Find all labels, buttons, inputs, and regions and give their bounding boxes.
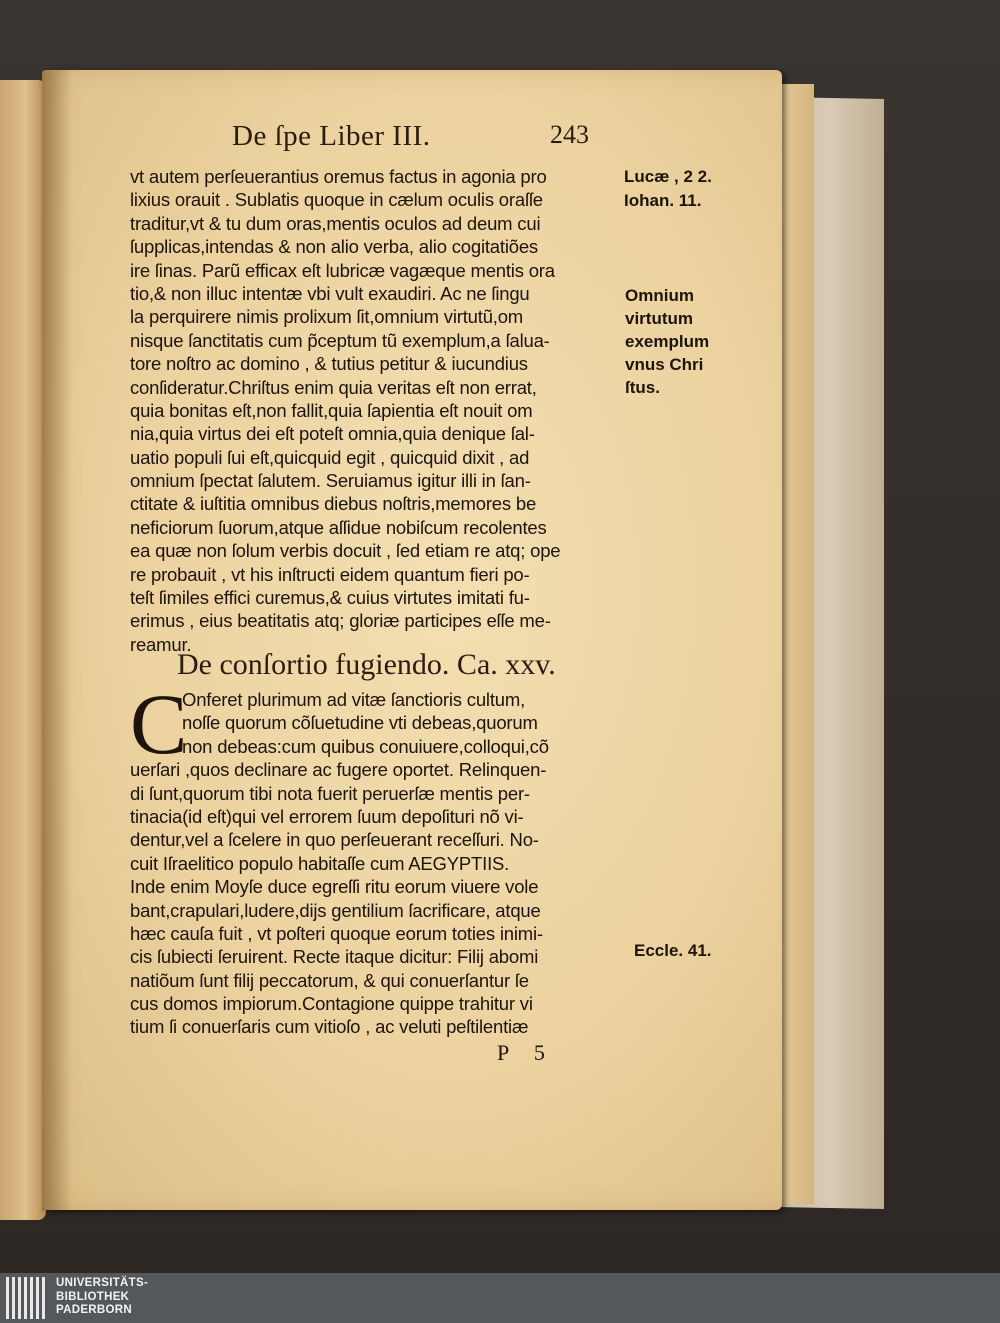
page-gutter-shadow [42,70,72,1210]
text-line: re probauit , vt his inſtructi eidem quantum fieri po- [130,563,530,585]
running-title: De ſpe Liber III. [232,120,431,152]
chapter-text-block [130,676,650,1039]
text-line: ea quæ non ſolum verbis docuit , ſed etiam re atq; ope [130,540,561,562]
chapter-heading: De conſortio fugiendo. Ca. xxv. [177,648,556,681]
marginal-note-omnium-3: exemplum [625,332,710,351]
text-line: ctitate & iuſtitia omnibus diebus noſtris,memores be [130,493,537,515]
library-name-line-1: UNIVERSITÄTS- [56,1277,149,1289]
text-line: la perquirere nimis prolixum ſit,omnium virtutũ,om [130,306,524,328]
text-line: lixius orauit . Sublatis quoque in cælum oculis oraſſe [130,189,543,211]
marginal-note-omnium-1: Omnium [625,286,694,305]
chapter-text-line: noſſe quorum cõſuetudine vti debeas,quorum [182,712,538,734]
chapter-text-line: hæc cauſa fuit , vt poſteri quoque eorum toties inimi- [130,922,543,944]
text-line: nisque ſanctitatis cum p̃ceptum tũ exemplum,a ſalua- [130,329,550,351]
text-line: neficiorum ſuorum,atque aſſidue nobiſcum recolentes [130,516,547,538]
marginal-note-omnium-2: virtutum [625,309,693,328]
text-line: nia,quia virtus dei eſt poteſt omnia,quia denique ſal- [130,423,535,445]
text-line: quia bonitas eſt,non fallit,quia ſapientia eſt nouit om [130,399,533,421]
chapter-text-line: natiõum ſunt filij peccatorum, & qui conuerſantur ſe [130,969,529,991]
chapter-text-line: Onferet plurimum ad vitæ ſanctioris cultum, [182,689,526,710]
text-line: tio,& non illuc intentæ vbi vult exaudiri. Ac ne ſingu [130,282,530,304]
marginal-note-omnium-5: ſtus. [625,378,660,397]
body-text-block [130,165,640,656]
chapter-text-line: non debeas:cum quibus conuiuere,colloqui,cõ [182,735,549,757]
text-line: uatio populi ſui eſt,quicquid egit , quicquid dixit , ad [130,446,530,468]
folio-number: 243 [550,120,589,149]
text-line: teſt ſimiles effici curemus,& cuius virtutes imitati fu- [130,587,530,609]
library-footer [0,1273,1000,1323]
text-line: tore noſtro ac domino , & tutius petitur & iucundius [130,353,528,375]
library-logo-icon [6,1277,46,1319]
page-header [232,120,652,156]
marginal-note-iohan: Iohan. 11. [624,191,702,210]
chapter-text-line: cuit Iſraelitico populo habitaſſe cum AEGYPTIIS. [130,852,510,874]
library-name-line-3: PADERBORN [56,1304,132,1317]
book-page [42,70,782,1210]
chapter-text-line: uerſari ,quos declinare ac fugere oportet. Relinquen- [130,759,547,781]
chapter-text-line: di ſunt,quorum tibi nota fuerit peruerſæ mentis per- [130,782,530,804]
library-name-line-2: BIBLIOTHEK [56,1290,130,1303]
text-line: ſupplicas,intendas & non alio verba, alio cogitatiões [130,236,538,258]
chapter-text-line: cus domos impiorum.Contagione quippe trahitur vi [130,993,533,1015]
text-line: omnium ſpectat ſalutem. Seruiamus igitur illi in ſan- [130,470,531,492]
chapter-text-line: bant,crapulari,ludere,dijs gentilium ſacrificare, atque [130,899,541,921]
marginal-note-eccle: Eccle. 41. [634,941,712,960]
chapter-text-line: Inde enim Moyſe duce egreſſi ritu eorum viuere vole [130,876,539,898]
signature-mark: P 5 [497,1040,555,1065]
chapter-text-line: tinacia(id eſt)qui vel errorem ſuum depoſituri nõ vi- [130,805,524,827]
library-logo-text [56,1277,148,1318]
marginal-note-lucae: Lucæ , 2 2. [624,167,712,186]
drop-initial: C [130,676,188,772]
text-line: erimus , eius beatitatis atq; gloriæ participes eſſe me- [130,610,551,632]
text-line: vt autem perſeuerantius oremus factus in agonia pro [130,166,547,187]
text-line: traditur,vt & tu dum oras,mentis oculos ad deum cui [130,212,541,234]
chapter-text-line: cis ſubiecti ſeruirent. Recte itaque dicitur: Filij abomi [130,946,539,968]
text-line: reamur. [130,633,192,655]
chapter-text-line: dentur,vel a ſcelere in quo perſeuerant receſſuri. No- [130,829,539,851]
text-line: conſideratur.Chriſtus enim quia veritas eſt non errat, [130,376,537,398]
text-line: ire ſinas. Parũ efficax eſt lubricæ vagæque mentis ora [130,259,555,281]
previous-page-edge [0,80,46,1220]
chapter-text-line: tium ſi conuerſaris cum vitioſo , ac veluti peſtilentiæ [130,1016,529,1038]
marginal-note-omnium-4: vnus Chri [625,355,704,374]
